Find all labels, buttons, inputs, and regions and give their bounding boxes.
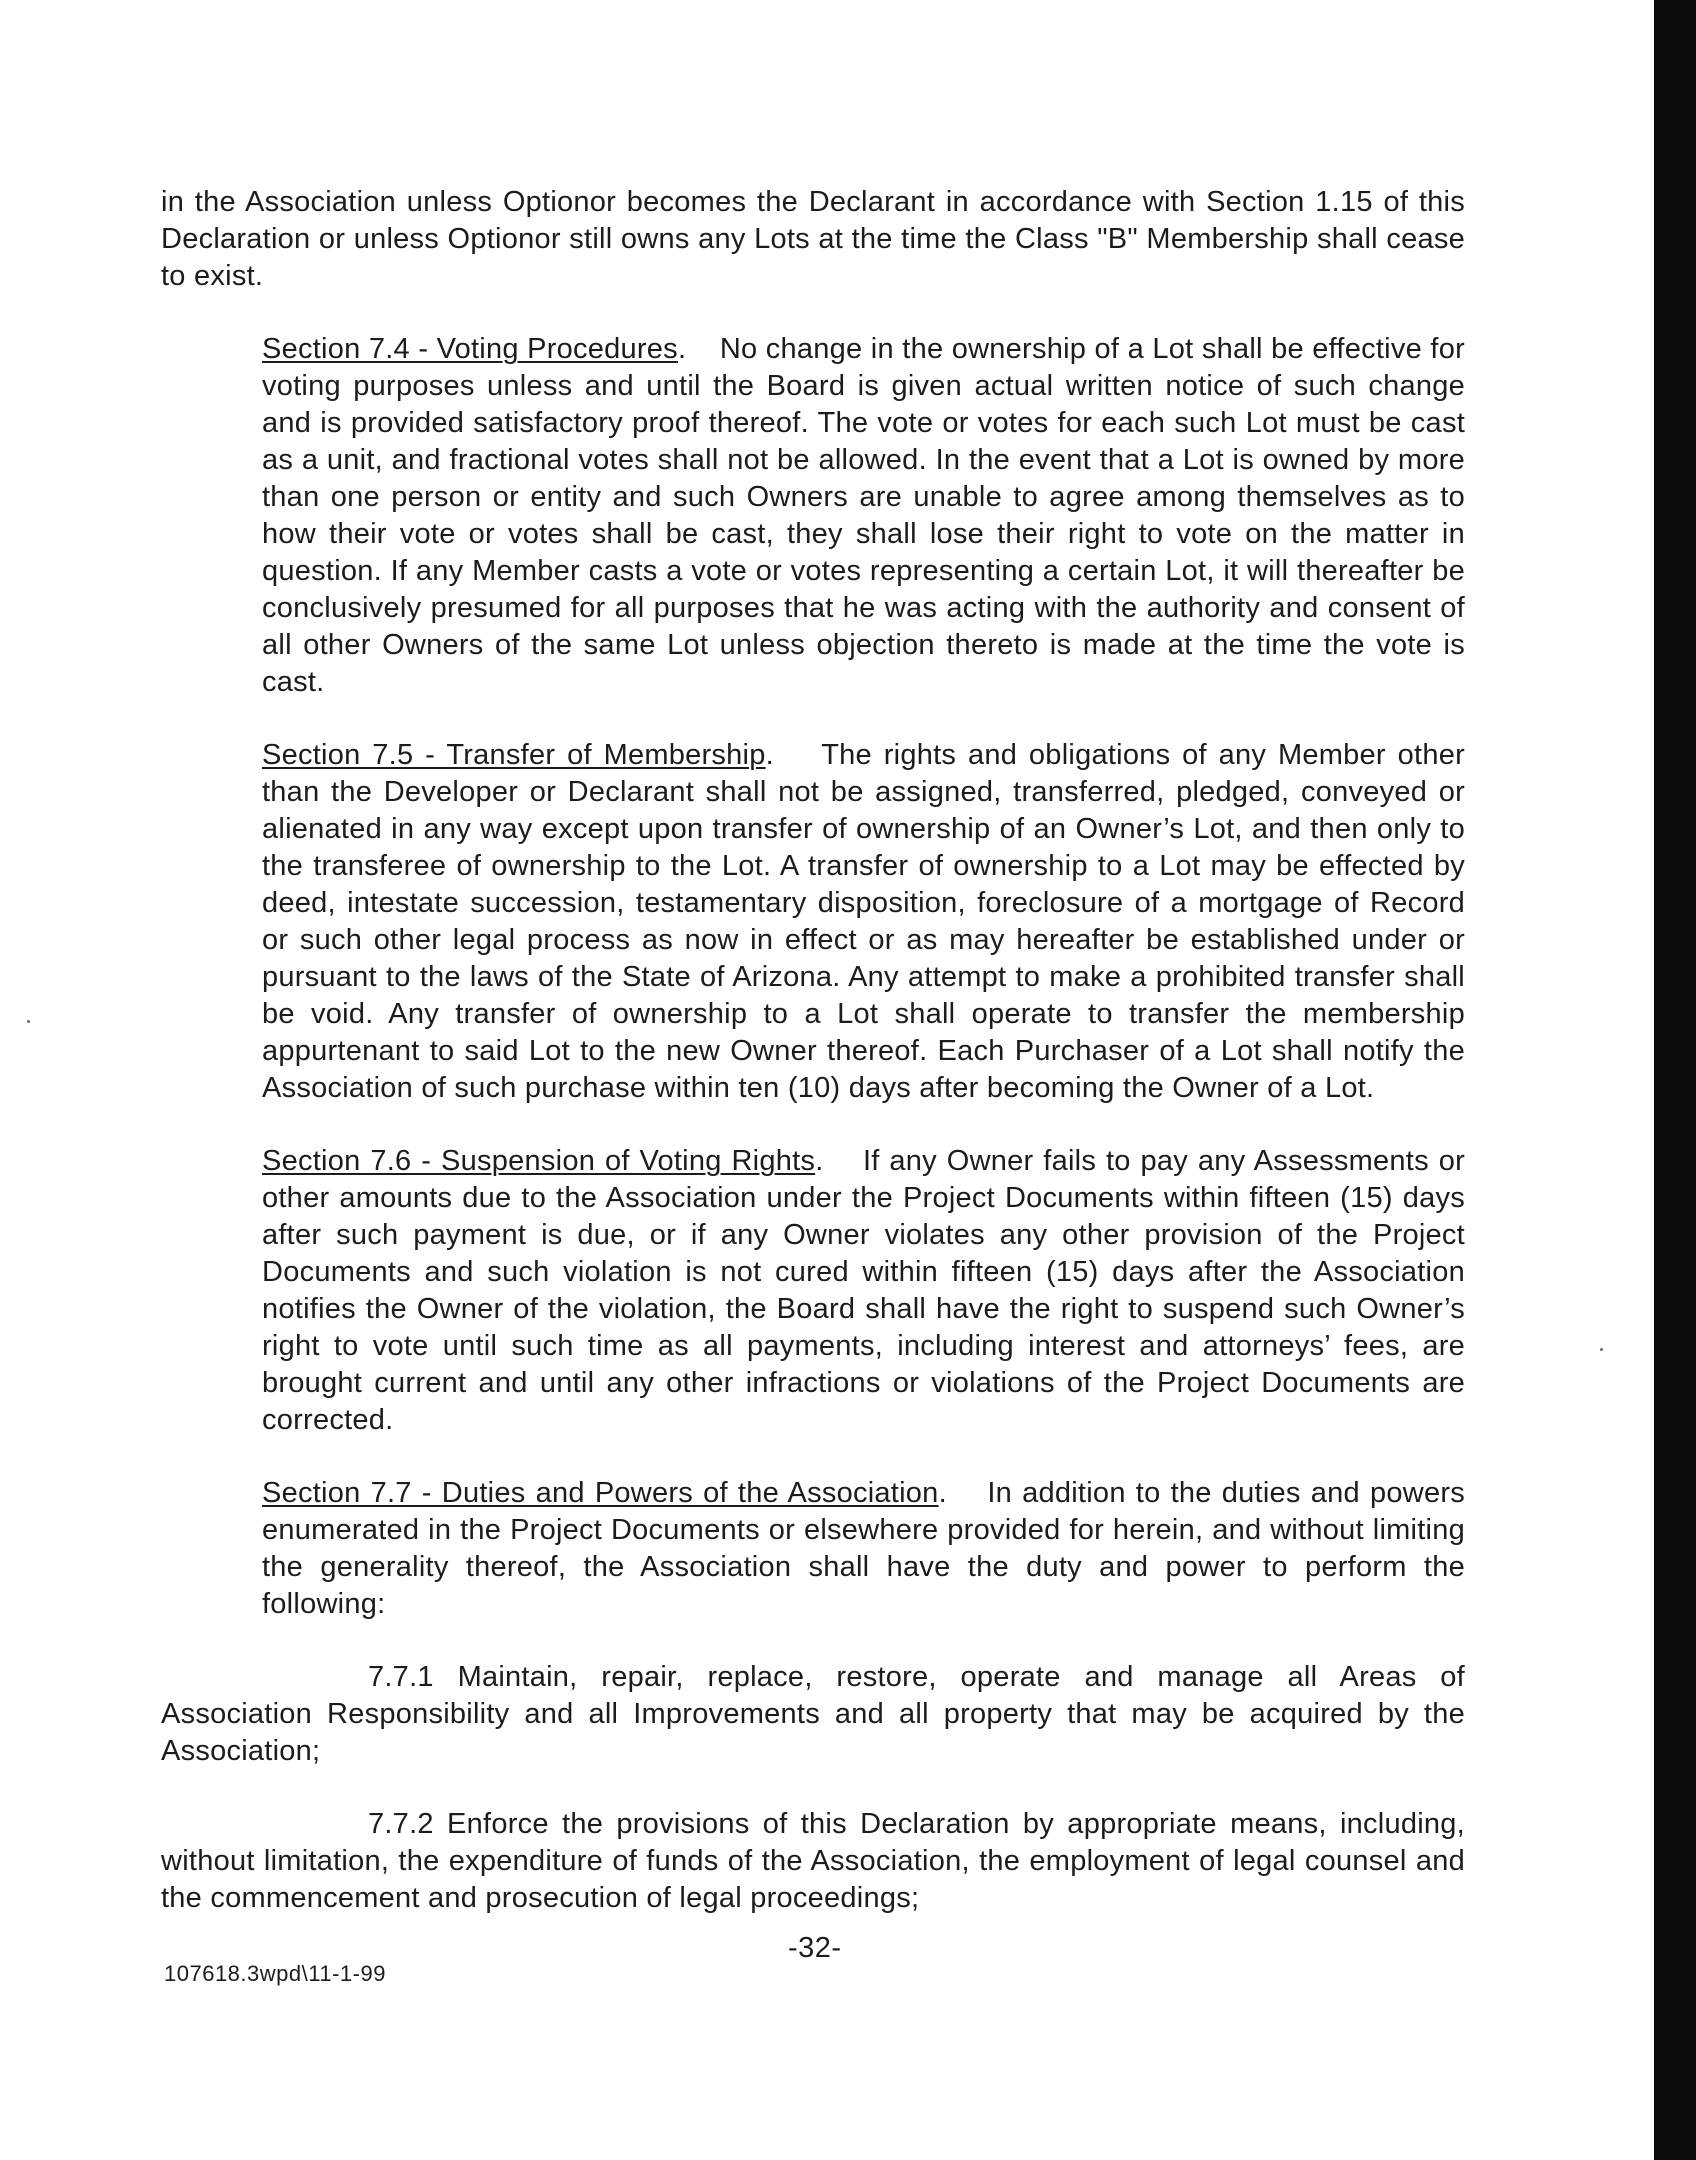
section-body: In addition to the duties and powers enumerated in the Project Documents or elsewhere provided for herein, and without limiting the generality thereof, the Association shall have the duty and power to perform the following: bbox=[262, 1477, 1465, 1620]
section-7-5: Section 7.5 - Transfer of Membership. The rights and obligations of any Member other than the Developer or Declarant shall not be assigned, transferred, pledged, conveyed or alienated in any way except upon transfer of ownership of an Owner’s Lot, and then only to the transferee of ownership to the Lot. A transfer of ownership to a Lot may be effected by deed, intestate succession, testamentary disposition, foreclosure of a mortgage of Record or such other legal process as now in effect or as may hereafter be established under or pursuant to the laws of the State of Arizona. Any attempt to make a prohibited transfer shall be void. Any transfer of ownership to a Lot shall operate to transfer the membership appurtenant to said Lot to the new Owner thereof. Each Purchaser of a Lot shall notify the Association of such purchase within ten (10) days after becoming the Owner of a Lot. bbox=[262, 739, 1465, 1104]
item-7-7-1 bbox=[161, 1659, 1465, 1770]
scan-speck bbox=[1600, 1348, 1603, 1351]
document-code: 107618.3wpd\11-1-99 bbox=[164, 1961, 386, 1986]
item-number: 7.7.2 bbox=[368, 1808, 434, 1840]
item-text: Maintain, repair, replace, restore, operate and manage all Areas of Association Responsibility and all Improvements and all property that may be acquired by the Association; bbox=[161, 1661, 1465, 1767]
section-body: The rights and obligations of any Member other than the Developer or Declarant shall not be assigned, transferred, pledged, conveyed or alienated in any way except upon transfer of ownership of an Owner’s Lot, and then only to the transferee of ownership to the Lot. A transfer of ownership to a Lot may be effected by deed, intestate succession, testamentary disposition, foreclosure of a mortgage of Record or such other legal process as now in effect or as may hereafter be established under or pursuant to the laws of the State of Arizona. Any attempt to make a prohibited transfer shall be void. Any transfer of ownership to a Lot shall operate to transfer the membership appurtenant to said Lot to the new Owner thereof. Each Purchaser of a Lot shall notify the Association of such purchase within ten (10) days after becoming the Owner of a Lot. bbox=[262, 739, 1465, 1104]
opening-paragraph: in the Association unless Optionor becomes the Declarant in accordance with Section 1.15 of this Declaration or unless Optionor still owns any Lots at the time the Class "B" Membership shall cease to exist. bbox=[161, 186, 1465, 292]
section-heading: Section 7.6 - Suspension of Voting Rights bbox=[262, 1145, 816, 1177]
scan-dark-edge bbox=[1654, 0, 1696, 2160]
item-7-7-2 bbox=[161, 1806, 1465, 1917]
item-text: Enforce the provisions of this Declaration by appropriate means, including, without limitation, the expenditure of funds of the Association, the employment of legal counsel and the commencement and prosecution of legal proceedings; bbox=[161, 1808, 1465, 1914]
section-7-6: Section 7.6 - Suspension of Voting Rights. If any Owner fails to pay any Assessments or other amounts due to the Association under the Project Documents within fifteen (15) days after such payment is due, or if any Owner violates any other provision of the Project Documents and such violation is not cured within fifteen (15) days after the Association notifies the Owner of the violation, the Board shall have the right to suspend such Owner’s right to vote until such time as all payments, including interest and attorneys’ fees, are brought current and until any other infractions or violations of the Project Documents are corrected. bbox=[262, 1145, 1465, 1436]
scan-speck bbox=[27, 1020, 30, 1023]
section-heading: Section 7.7 - Duties and Powers of the Association bbox=[262, 1477, 939, 1509]
section-heading: Section 7.4 - Voting Procedures bbox=[262, 333, 678, 365]
section-7-4: Section 7.4 - Voting Procedures. No change in the ownership of a Lot shall be effective for voting purposes unless and until the Board is given actual written notice of such change and is provided satisfactory proof thereof. The vote or votes for each such Lot must be cast as a unit, and fractional votes shall not be allowed. In the event that a Lot is owned by more than one person or entity and such Owners are unable to agree among themselves as to how their vote or votes shall be cast, they shall lose their right to vote on the matter in question. If any Member casts a vote or votes representing a certain Lot, it will thereafter be conclusively presumed for all purposes that he was acting with the authority and consent of all other Owners of the same Lot unless objection thereto is made at the time the vote is cast. bbox=[262, 333, 1465, 698]
document-body bbox=[161, 184, 1465, 1953]
section-heading: Section 7.5 - Transfer of Membership bbox=[262, 739, 766, 771]
section-body: No change in the ownership of a Lot shall be effective for voting purposes unless and until the Board is given actual written notice of such change and is provided satisfactory proof thereof. The vote or votes for each such Lot must be cast as a unit, and fractional votes shall not be allowed. In the event that a Lot is owned by more than one person or entity and such Owners are unable to agree among themselves as to how their vote or votes shall be cast, they shall lose their right to vote on the matter in question. If any Member casts a vote or votes representing a certain Lot, it will thereafter be conclusively presumed for all purposes that he was acting with the authority and consent of all other Owners of the same Lot unless objection thereto is made at the time the vote is cast. bbox=[262, 333, 1465, 698]
section-7-7: Section 7.7 - Duties and Powers of the Association. In addition to the duties and powers enumerated in the Project Documents or elsewhere provided for herein, and without limiting the generality thereof, the Association shall have the duty and power to perform the following: bbox=[262, 1477, 1465, 1620]
page-number: -32- bbox=[788, 1932, 842, 1964]
section-body: If any Owner fails to pay any Assessments or other amounts due to the Association under the Project Documents within fifteen (15) days after such payment is due, or if any Owner violates any other provision of the Project Documents and such violation is not cured within fifteen (15) days after the Association notifies the Owner of the violation, the Board shall have the right to suspend such Owner’s right to vote until such time as all payments, including interest and attorneys’ fees, are brought current and until any other infractions or violations of the Project Documents are corrected. bbox=[262, 1145, 1465, 1436]
item-number: 7.7.1 bbox=[368, 1661, 434, 1693]
